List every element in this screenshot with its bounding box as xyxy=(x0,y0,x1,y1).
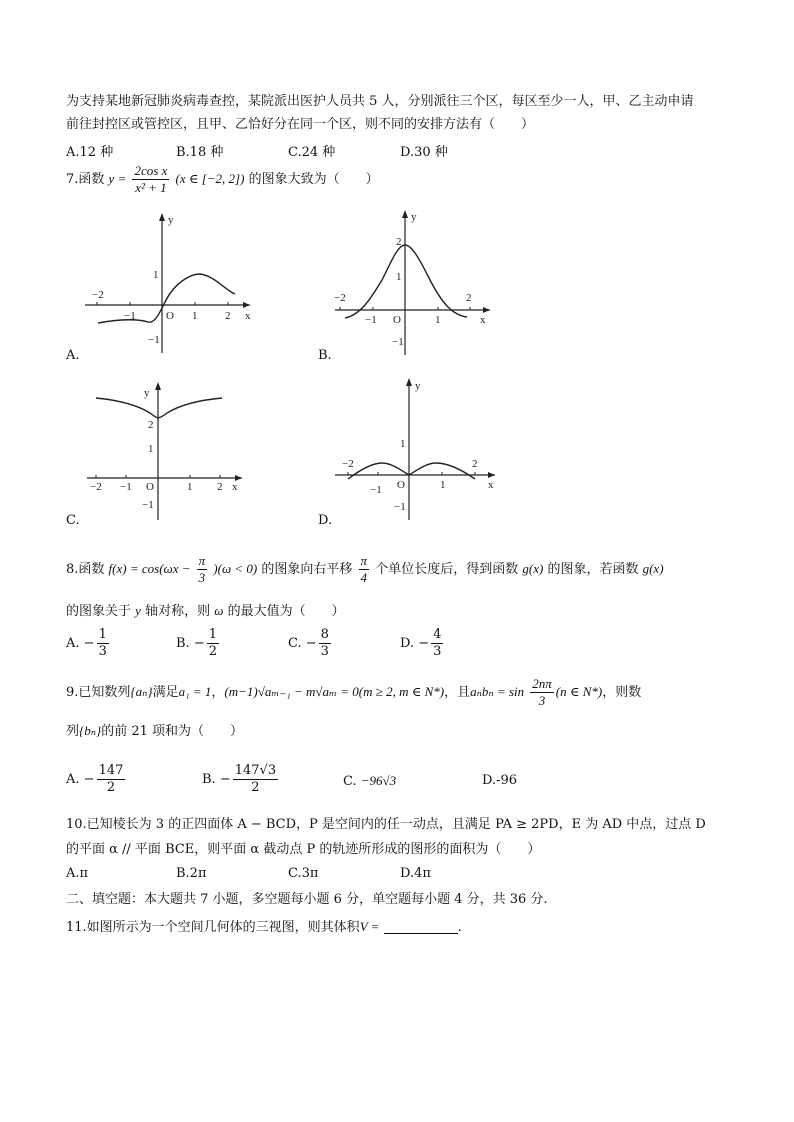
graph-c xyxy=(82,380,252,520)
graph-c-tick-y1: 1 xyxy=(148,443,154,455)
q11-answer-blank[interactable] xyxy=(384,919,458,934)
graph-b-origin: O xyxy=(393,314,401,326)
q8-cond: )(ω < 0) xyxy=(213,561,258,576)
q9-option-d: D.-96 xyxy=(482,773,518,788)
graph-d-tick-ym1: −1 xyxy=(394,501,406,513)
q8-option-b-den: 2 xyxy=(208,644,218,659)
q8-mid2: 个单位长度后，得到函数 xyxy=(375,562,519,577)
q9-option-a-frac xyxy=(97,763,126,796)
q8-option-d-sign: − xyxy=(418,636,430,651)
q8-line2 xyxy=(66,600,345,619)
q9-den: 3 xyxy=(538,693,546,708)
graph-c-origin: O xyxy=(146,481,154,493)
q11-end: . xyxy=(457,920,462,935)
q6-line2: 前往封控区或管控区，且甲、乙恰好分在同一个区，则不同的安排方法有（ ） xyxy=(66,117,535,132)
q8-option-b-frac xyxy=(207,627,219,660)
graph-b-y-label: y xyxy=(411,211,417,223)
graph-a-origin: O xyxy=(166,310,174,322)
q9-recurrence: (m−1)√aₘ₋₁ − m√aₘ = 0(m ≥ 2, m ∈ N*) xyxy=(224,684,445,699)
q10-option-b: B.2π xyxy=(176,866,207,881)
q9-option-b xyxy=(202,763,280,796)
graph-d-origin: O xyxy=(397,479,405,491)
q8-option-b-label: B. xyxy=(176,636,190,651)
graph-b xyxy=(330,205,505,355)
q9-option-b-den: 2 xyxy=(251,780,260,795)
q9-frac xyxy=(530,676,554,709)
q8-option-b-num: 1 xyxy=(208,627,218,642)
q9-option-c-label: C. xyxy=(343,774,357,789)
q8-pi-2: π xyxy=(360,553,368,568)
q9-option-b-frac xyxy=(233,763,278,796)
q8-line2b: 轴对称，则 xyxy=(145,604,211,619)
graph-b-tick-x1: 1 xyxy=(435,314,441,326)
q10-option-c: C.3π xyxy=(288,866,319,881)
graph-a-x-label: x xyxy=(245,310,251,322)
q9-option-b-sign: − xyxy=(219,772,231,787)
q6-option-b: B.18 种 xyxy=(176,145,224,160)
q9-option-b-num: 147√3 xyxy=(234,763,277,778)
q9-line2a: 列 xyxy=(66,724,80,739)
q8-option-c-frac xyxy=(319,627,331,660)
q7-numerator: 2cos x xyxy=(134,163,168,178)
q9-line2b: 的前 21 项和为（ ） xyxy=(101,724,243,739)
q6-option-d: D.30 种 xyxy=(400,145,448,160)
graph-d-tick-y1: 1 xyxy=(400,438,406,450)
q8-omega: ω xyxy=(214,603,224,618)
q8-frac-pi-3 xyxy=(197,553,208,586)
q9-option-a-den: 2 xyxy=(106,780,116,795)
q9-a1: a₁ = 1 xyxy=(178,684,212,699)
q9-option-c xyxy=(343,773,396,789)
q10-option-d: D.4π xyxy=(400,866,431,881)
q7-stem xyxy=(66,163,379,196)
q7-denominator: x² + 1 xyxy=(135,180,167,195)
graph-c-tick-x1: 1 xyxy=(187,481,193,493)
q8-option-c-label: C. xyxy=(288,636,302,651)
graph-c-x-label: x xyxy=(232,481,238,493)
graph-b-tick-y2: 2 xyxy=(396,236,402,248)
q7-domain: (x ∈ [−2, 2]) xyxy=(175,171,245,186)
graph-d-label: D. xyxy=(318,513,333,528)
q7-suffix: 的图象大致为（ ） xyxy=(248,172,379,187)
graph-b-tick-xm2: −2 xyxy=(334,292,346,304)
graph-a-tick-y1: 1 xyxy=(153,269,159,281)
graph-a-label: A. xyxy=(66,348,80,363)
q8-option-a-label: A. xyxy=(66,636,80,651)
q8-option-d xyxy=(400,627,445,660)
graph-a-y-label: y xyxy=(168,214,174,226)
graph-a-tick-x2: 2 xyxy=(225,310,231,322)
q8-frac-pi-4 xyxy=(359,553,370,586)
graph-b-label: B. xyxy=(318,348,332,363)
q10-line1: 10.已知棱长为 3 的正四面体 A − BCD，P 是空间内的任一动点，且满足 PA ≥ 2PD，E 为 AD 中点，过点 D xyxy=(66,817,706,832)
graph-c-tick-xm1: −1 xyxy=(120,481,132,493)
q9-option-b-label: B. xyxy=(202,772,216,787)
q11-stem xyxy=(66,916,462,935)
q6-line1: 为支持某地新冠肺炎病毒查控，某院派出医护人员共 5 人，分别派往三个区，每区至少一人，甲、乙主动申请 xyxy=(66,94,694,109)
q9-product: aₙbₙ = sin xyxy=(470,684,525,699)
q8-option-a-frac xyxy=(97,627,109,660)
q8-option-a-num: 1 xyxy=(98,627,107,642)
graph-d-tick-x2: 2 xyxy=(472,458,478,470)
q8-stem xyxy=(66,553,664,586)
graph-c-y-label: y xyxy=(144,387,150,399)
q8-option-a xyxy=(66,627,111,660)
q8-option-d-num: 4 xyxy=(433,627,442,642)
q8-g: g(x) xyxy=(522,561,544,576)
q8-three: 3 xyxy=(198,570,206,585)
q8-option-b-sign: − xyxy=(193,636,205,651)
q9-t4: ，则数 xyxy=(602,685,642,700)
graph-c-tick-x2: 2 xyxy=(217,481,223,493)
graph-d-tick-x1: 1 xyxy=(440,479,446,491)
q8-option-c-sign: − xyxy=(305,636,317,651)
q11-v: V = xyxy=(359,919,380,934)
graph-a-tick-ym1: −1 xyxy=(148,334,160,346)
q9-option-a-sign: − xyxy=(83,772,95,787)
q8-f: f(x) = cos(ωx − xyxy=(108,561,191,576)
q10-line2: 的平面 α // 平面 BCE，则平面 α 截动点 P 的轨迹所形成的图形的面积为（ ） xyxy=(66,842,541,857)
q8-mid: 的图象向右平移 xyxy=(261,562,353,577)
q9-num: 2nπ xyxy=(532,676,552,691)
q8-option-b xyxy=(176,627,221,660)
q8-g2: g(x) xyxy=(642,561,664,576)
q8-line2c: 的最大值为（ ） xyxy=(227,604,345,619)
q8-option-a-sign: − xyxy=(83,636,95,651)
q8-mid3: 的图象，若函数 xyxy=(547,562,639,577)
q8-option-c xyxy=(288,627,333,660)
q6-option-c: C.24 种 xyxy=(288,145,336,160)
q9-option-a-label: A. xyxy=(66,772,80,787)
section-2-heading: 二、填空题：本大题共 7 小题，多空题每小题 6 分，单空题每小题 4 分，共 36 分. xyxy=(66,892,548,907)
q8-option-c-den: 3 xyxy=(320,644,329,659)
q8-option-d-frac xyxy=(431,627,443,660)
graph-d-tick-xm1: −1 xyxy=(370,484,382,496)
q9-option-a xyxy=(66,763,127,796)
graph-c-label: C. xyxy=(66,513,80,528)
graph-d-y-label: y xyxy=(415,380,421,392)
graph-c-tick-ym1: −1 xyxy=(142,499,154,511)
q9-option-c-text: −96√3 xyxy=(360,773,397,788)
graph-d xyxy=(330,375,505,520)
q8-line2a: 的图象关于 xyxy=(66,604,132,619)
q8-four: 4 xyxy=(360,570,368,585)
q9-bn: {bₙ} xyxy=(79,723,102,738)
q9-stem xyxy=(66,676,641,709)
graph-b-tick-y1: 1 xyxy=(396,271,402,283)
graph-b-tick-ym1: −1 xyxy=(392,336,404,348)
q9-t1: 满足 xyxy=(152,685,179,700)
q8-prefix: 8.函数 xyxy=(66,562,105,577)
q7-y: y = xyxy=(108,171,127,186)
graph-a-tick-x1: 1 xyxy=(192,310,198,322)
graph-a-tick-xm2: −2 xyxy=(92,289,104,301)
q9-prefix: 9.已知数列 xyxy=(66,685,131,700)
q8-option-c-num: 8 xyxy=(320,627,329,642)
q8-pi: π xyxy=(198,553,206,568)
graph-d-x-label: x xyxy=(488,479,494,491)
graph-a xyxy=(80,208,255,358)
q7-fraction xyxy=(132,163,169,196)
graph-b-tick-x2: 2 xyxy=(466,292,472,304)
graph-b-x-label: x xyxy=(480,314,486,326)
graph-a-tick-xm1: −1 xyxy=(124,310,136,322)
q9-an: {aₙ} xyxy=(130,684,153,699)
q8-option-d-label: D. xyxy=(400,636,415,651)
q9-nn: (n ∈ N*) xyxy=(555,684,603,699)
graph-c-tick-xm2: −2 xyxy=(90,481,102,493)
q9-line2 xyxy=(66,720,243,739)
q9-option-a-num: 147 xyxy=(98,763,124,778)
q6-option-a: A.12 种 xyxy=(66,145,114,160)
q11-text: 11.如图所示为一个空间几何体的三视图，则其体积 xyxy=(66,920,360,935)
graph-c-tick-y2: 2 xyxy=(148,419,154,431)
q7-prefix: 7.函数 xyxy=(66,172,105,187)
graph-b-tick-xm1: −1 xyxy=(365,314,377,326)
q8-yaxis: y xyxy=(135,603,141,618)
q8-option-a-den: 3 xyxy=(98,644,107,659)
q8-option-d-den: 3 xyxy=(433,644,442,659)
q9-t3: ，且 xyxy=(444,685,471,700)
q9-t2: ， xyxy=(211,685,225,700)
graph-d-tick-xm2: −2 xyxy=(342,458,354,470)
q10-option-a: A.π xyxy=(66,866,89,881)
